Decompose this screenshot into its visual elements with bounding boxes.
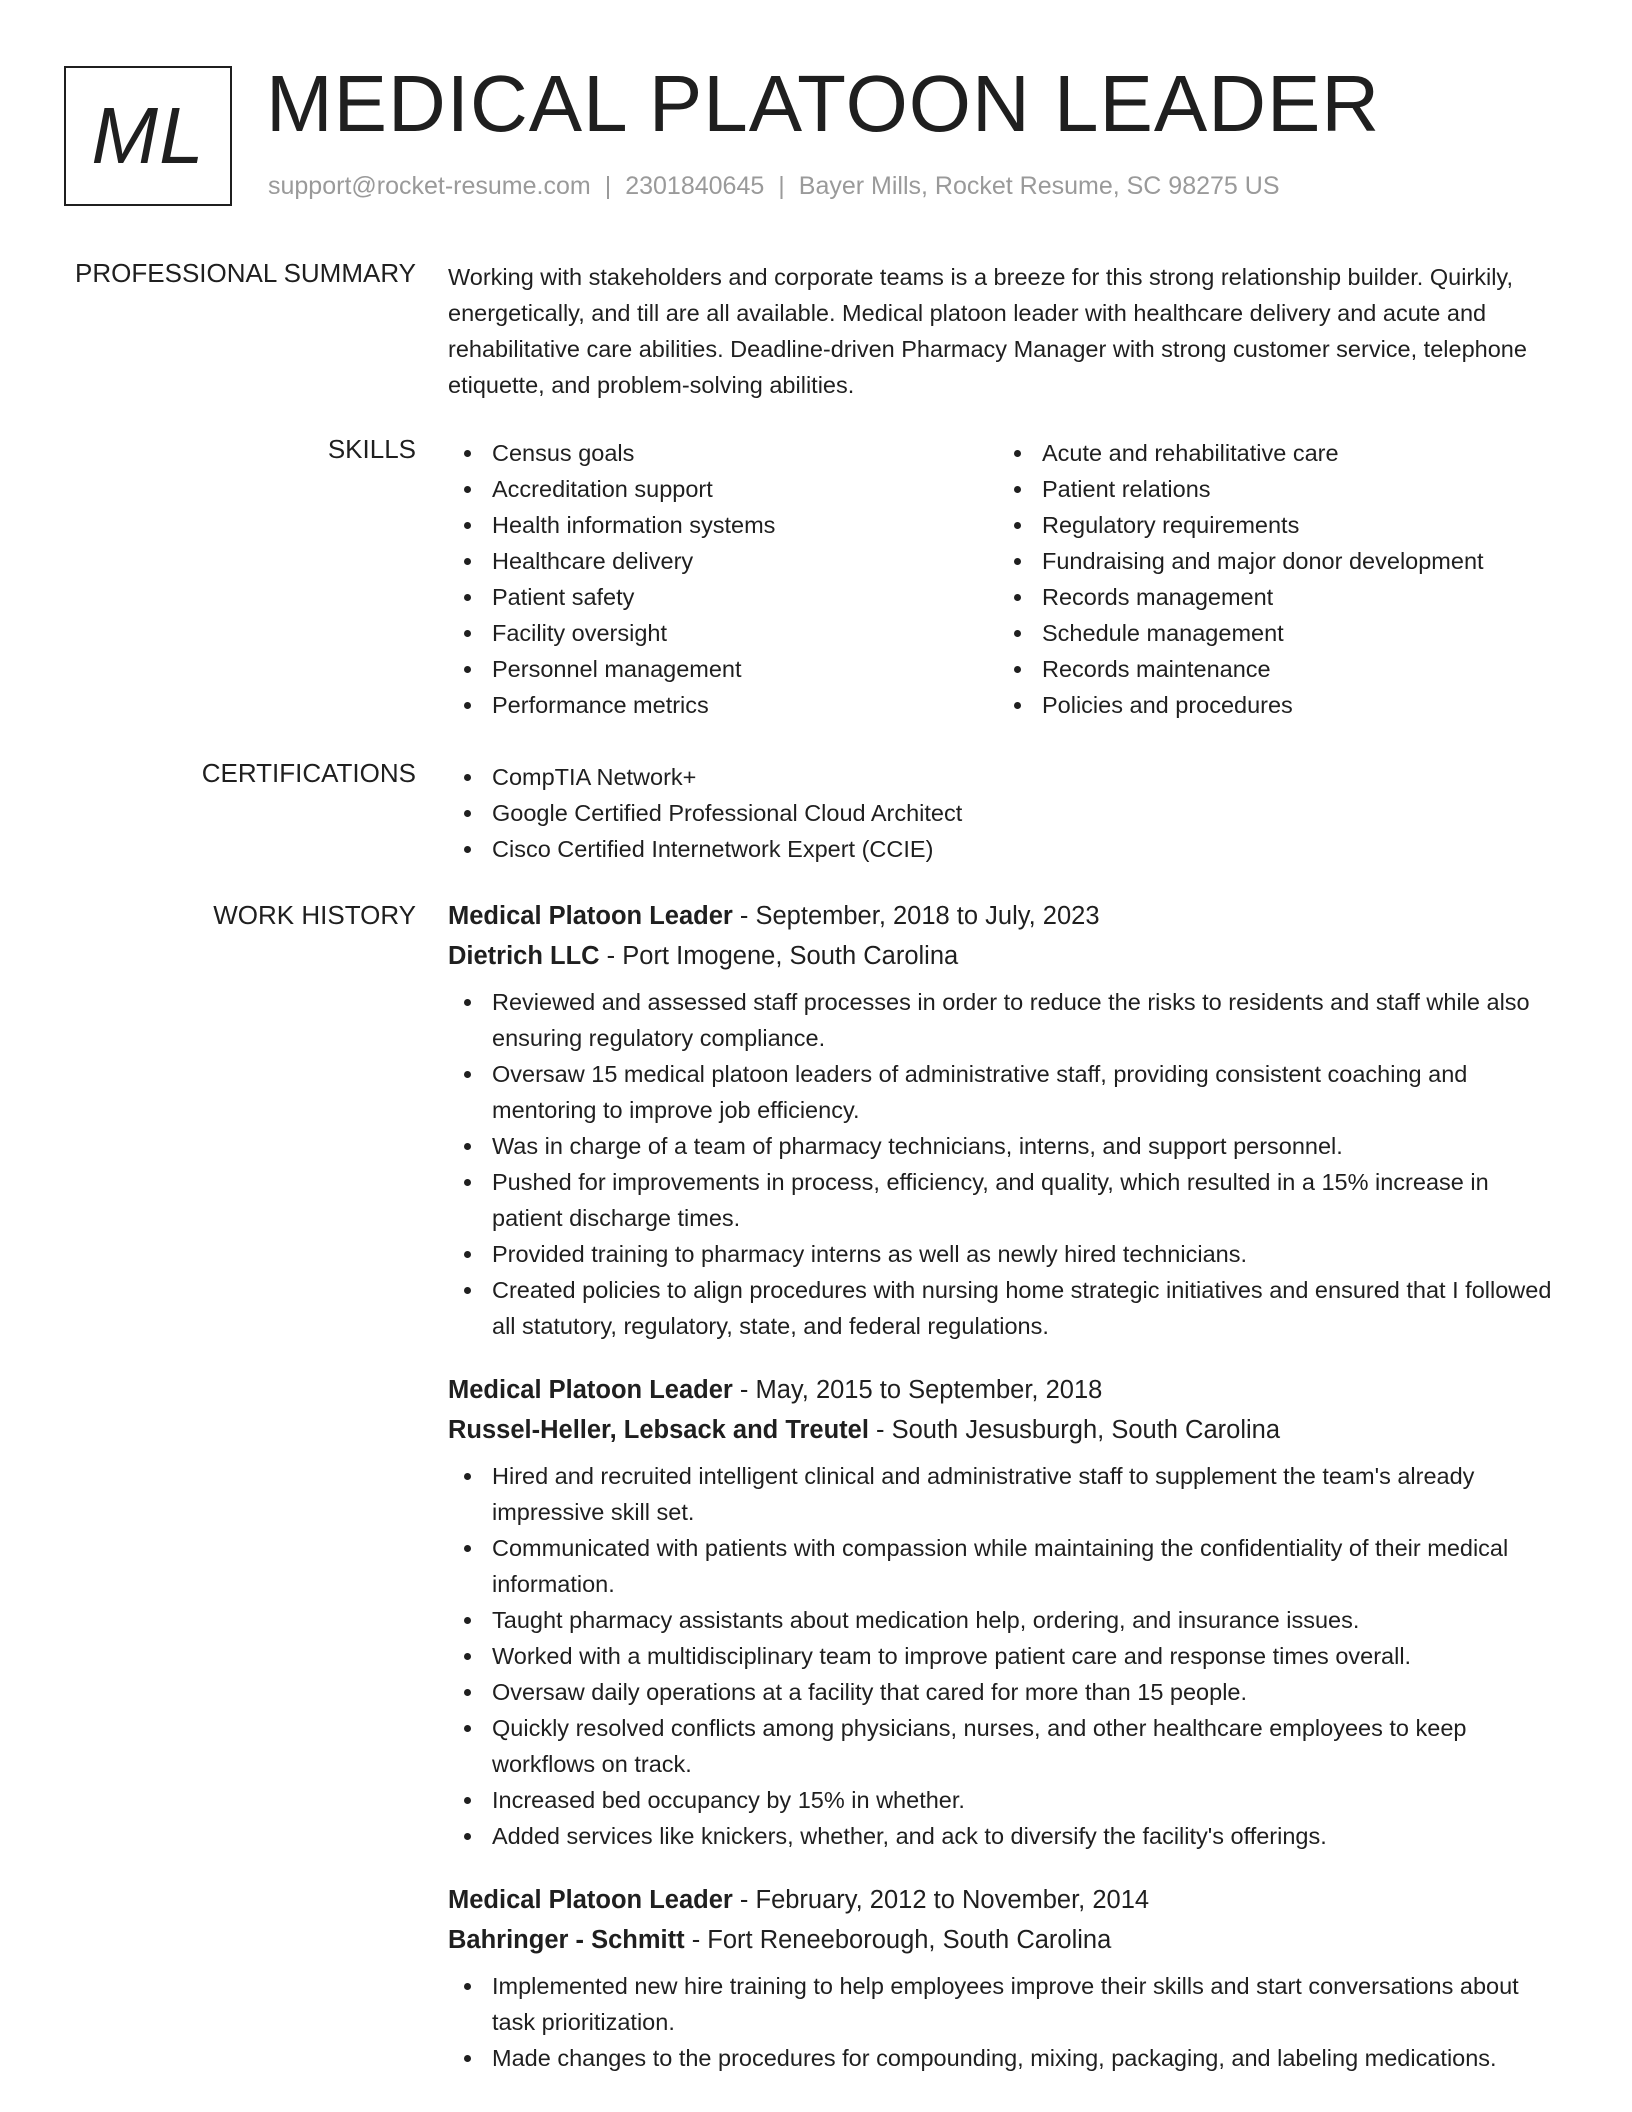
job-company-line [448, 1920, 1560, 1960]
job-bullet: Communicated with patients with compassion while maintaining the confidentiality of their medical information. [448, 1530, 1560, 1602]
contact-phone: 2301840645 [625, 172, 765, 200]
summary-heading: PROFESSIONAL SUMMARY [75, 258, 416, 288]
job-bullet: Quickly resolved conflicts among physicians, nurses, and other healthcare employees to keep workflows on track. [448, 1710, 1560, 1782]
skills-list-right [998, 435, 1548, 723]
skill-item: Policies and procedures [998, 687, 1548, 723]
job-title-line [448, 896, 1560, 936]
job-company: Russel-Heller, Lebsack and Treutel [448, 1416, 869, 1444]
job-bullet: Worked with a multidisciplinary team to improve patient care and response times overall. [448, 1638, 1560, 1674]
job-title-line [448, 1880, 1560, 1920]
skill-item: Patient relations [998, 471, 1548, 507]
skill-item: Facility oversight [448, 615, 998, 651]
job-dates: - September, 2018 to July, 2023 [732, 902, 1100, 930]
job-bullet: Provided training to pharmacy interns as well as newly hired technicians. [448, 1236, 1560, 1272]
job-company: Bahringer - Schmitt [448, 1926, 685, 1954]
job-company: Dietrich LLC [448, 942, 600, 970]
job-location: - South Jesusburgh, South Carolina [868, 1416, 1281, 1444]
contact-separator: | [604, 172, 612, 200]
job-bullets [448, 1968, 1560, 2076]
job-bullet: Taught pharmacy assistants about medication help, ordering, and insurance issues. [448, 1602, 1560, 1638]
job-title: Medical Platoon Leader [448, 1376, 733, 1404]
certification-item: Google Certified Professional Cloud Architect [448, 795, 1560, 831]
skill-item: Schedule management [998, 615, 1548, 651]
certification-item: Cisco Certified Internetwork Expert (CCIE) [448, 831, 1560, 867]
contact-email: support@rocket-resume.com [268, 172, 591, 200]
summary-text: Working with stakeholders and corporate teams is a breeze for this strong relationship builder. Quirkily, energetically, and till are all available. Medical platoon leader with healthcare delivery and acute and rehabilitative care abilities. Deadline-driven Pharmacy Manager with strong customer service, telephone etiquette, and problem-solving abilities. [448, 264, 1527, 398]
skill-item: Accreditation support [448, 471, 998, 507]
job-bullet: Increased bed occupancy by 15% in whether. [448, 1782, 1560, 1818]
skill-item: Census goals [448, 435, 998, 471]
initials-monogram [64, 66, 232, 206]
job-title-line [448, 1370, 1560, 1410]
job-location: - Fort Reneeborough, South Carolina [684, 1926, 1112, 1954]
skill-item: Records maintenance [998, 651, 1548, 687]
certification-item: CompTIA Network+ [448, 759, 1560, 795]
job-bullet: Was in charge of a team of pharmacy technicians, interns, and support personnel. [448, 1128, 1560, 1164]
contact-separator: | [778, 172, 785, 200]
contact-line [268, 172, 1280, 201]
certifications-heading: CERTIFICATIONS [201, 758, 416, 788]
resume-name: MEDICAL PLATOON LEADER [266, 59, 1381, 148]
job-bullet: Added services like knickers, whether, and ack to diversify the facility's offerings. [448, 1818, 1560, 1854]
skill-item: Health information systems [448, 507, 998, 543]
job-company-line [448, 1410, 1560, 1450]
job-entry [448, 896, 1560, 1344]
skill-item: Performance metrics [448, 687, 998, 723]
skill-item: Fundraising and major donor development [998, 543, 1548, 579]
skills-heading: SKILLS [327, 434, 416, 464]
skill-item: Regulatory requirements [998, 507, 1548, 543]
job-bullet: Oversaw daily operations at a facility that cared for more than 15 people. [448, 1674, 1560, 1710]
job-bullets [448, 1458, 1560, 1854]
job-bullet: Reviewed and assessed staff processes in order to reduce the risks to residents and staff while also ensuring regulatory compliance. [448, 984, 1560, 1056]
job-location: - Port Imogene, South Carolina [599, 942, 959, 970]
skill-item: Personnel management [448, 651, 998, 687]
certifications-list [448, 759, 1560, 867]
skill-item: Acute and rehabilitative care [998, 435, 1548, 471]
skills-list-left [448, 435, 998, 723]
job-bullet: Oversaw 15 medical platoon leaders of administrative staff, providing consistent coaching and mentoring to improve job efficiency. [448, 1056, 1560, 1128]
initials-text: ML [91, 91, 205, 180]
job-dates: - February, 2012 to November, 2014 [732, 1886, 1150, 1914]
skill-item: Patient safety [448, 579, 998, 615]
job-company-line [448, 936, 1560, 976]
job-bullet: Implemented new hire training to help employees improve their skills and start conversations about task prioritization. [448, 1968, 1560, 2040]
job-title: Medical Platoon Leader [448, 902, 733, 930]
job-bullet: Created policies to align procedures with nursing home strategic initiatives and ensured that I followed all statutory, regulatory, state, and federal regulations. [448, 1272, 1560, 1344]
job-entry [448, 1880, 1560, 2076]
contact-address: Bayer Mills, Rocket Resume, SC 98275 US [798, 172, 1280, 200]
job-dates: - May, 2015 to September, 2018 [732, 1376, 1103, 1404]
job-title: Medical Platoon Leader [448, 1886, 733, 1914]
job-bullet: Hired and recruited intelligent clinical and administrative staff to supplement the team's already impressive skill set. [448, 1458, 1560, 1530]
job-bullets [448, 984, 1560, 1344]
job-entry [448, 1370, 1560, 1854]
job-bullet: Made changes to the procedures for compounding, mixing, packaging, and labeling medications. [448, 2040, 1560, 2076]
job-bullet: Pushed for improvements in process, efficiency, and quality, which resulted in a 15% increase in patient discharge times. [448, 1164, 1560, 1236]
work-history-heading: WORK HISTORY [213, 900, 416, 930]
skill-item: Healthcare delivery [448, 543, 998, 579]
skill-item: Records management [998, 579, 1548, 615]
